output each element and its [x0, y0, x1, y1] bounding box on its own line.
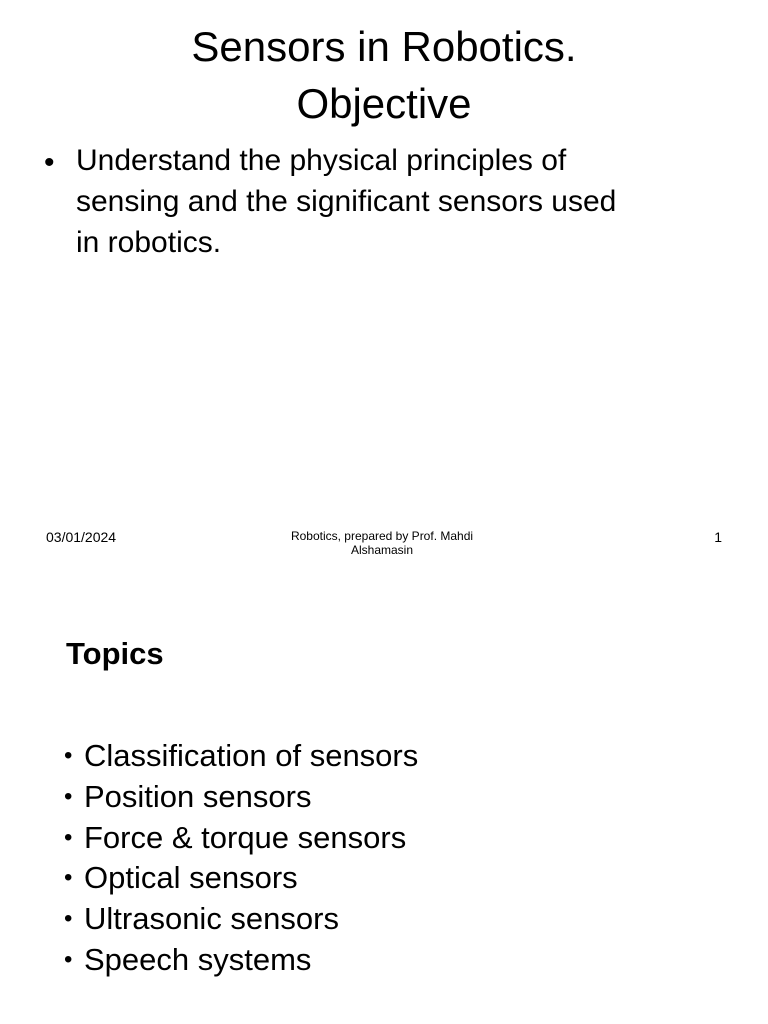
bullet-icon: • [44, 146, 55, 179]
objective-line: Understand the physical principles of [76, 144, 567, 177]
bullet-icon: • [64, 864, 73, 892]
footer-author-line-2: Alshamasin [350, 543, 414, 557]
page-number: 1 [714, 529, 722, 545]
topic-label: Position sensors [84, 778, 312, 814]
bullet-icon: • [64, 742, 73, 769]
list-item [64, 899, 418, 940]
footer-author [232, 529, 532, 557]
list-item [64, 858, 418, 899]
list-item [64, 818, 418, 859]
objective-line: in robotics. [76, 226, 222, 259]
list-item [64, 777, 418, 818]
footer-date: 03/01/2024 [46, 529, 117, 545]
topics-heading: Topics [66, 636, 164, 671]
topic-label: Ultrasonic sensors [84, 901, 339, 937]
slide-title-line-1: Sensors in Robotics. [191, 23, 577, 70]
bullet-icon: • [64, 945, 73, 973]
footer-author-line-1: Robotics, prepared by Prof. Mahdi [290, 529, 474, 543]
topic-label: Optical sensors [84, 860, 298, 896]
topic-label: Speech systems [84, 941, 312, 977]
list-item [64, 736, 418, 777]
slide-title-line-2: Objective [296, 80, 472, 127]
topics-list [64, 736, 418, 981]
objective-text [76, 140, 716, 263]
bullet-icon: • [64, 782, 73, 810]
objective-line: sensing and the significant sensors used [76, 185, 617, 218]
bullet-icon: • [64, 905, 73, 933]
topic-label: Force & torque sensors [84, 819, 407, 855]
list-item [64, 940, 418, 981]
topic-label: Classification of sensors [84, 738, 419, 773]
slide-2 [0, 576, 768, 1024]
bullet-icon: • [64, 823, 73, 851]
